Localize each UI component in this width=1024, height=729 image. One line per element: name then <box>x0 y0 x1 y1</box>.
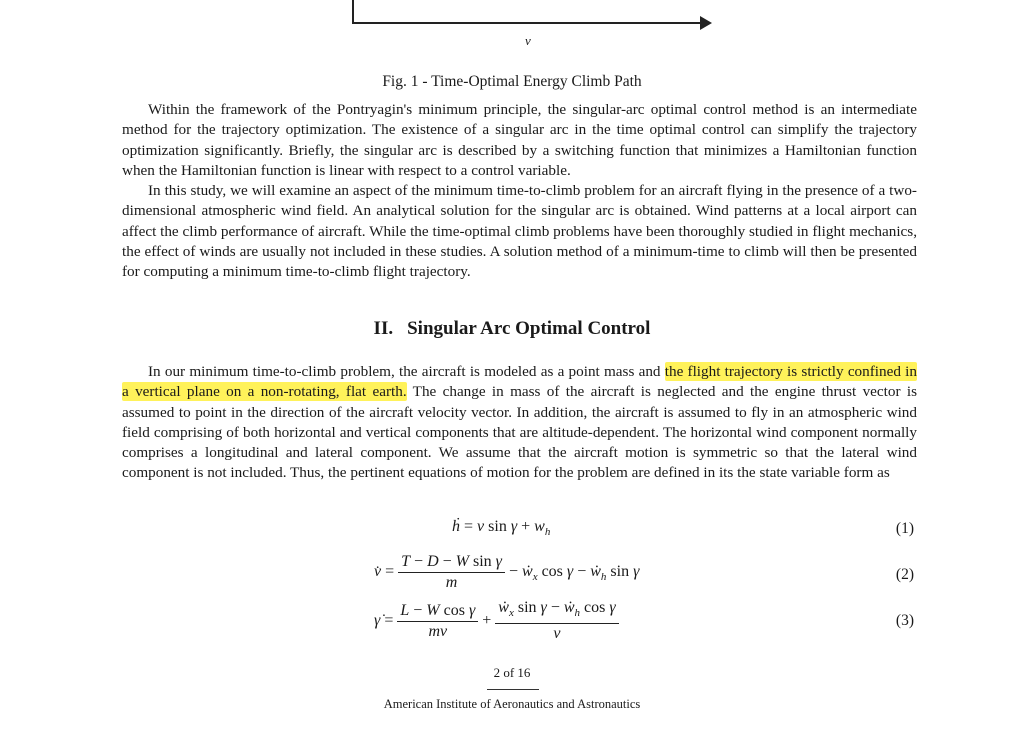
section-number: II. <box>373 318 394 339</box>
footer-rule <box>487 689 539 690</box>
equation-3-number: (3) <box>895 612 914 629</box>
intro-paragraph-1: Within the framework of the Pontryagin's minimum principle, the singular-arc optimal control method is an intermediate method for the trajectory optimization. The existence of a singular arc in the time optimal control can simplify the trajectory optimization significantly. Briefly, the singular arc is described by a switching function that minimizes a Hamiltonian function when the Hamiltonian function is linear with respect to a control variable. <box>122 101 917 179</box>
body-text-before-highlight: In our minimum time-to-climb problem, the aircraft is modeled as a point mass and <box>148 363 665 380</box>
section-heading <box>0 318 1024 340</box>
intro-text <box>122 100 917 283</box>
equation-1-number: (1) <box>895 520 914 537</box>
equation-3: γ̇ = $\frac{\text{L − W cos γ}}{mv}$ + $\frac{ẇ_x \sin \gamma - ẇ_h \cos \gamma}{v}$ <box>374 598 619 644</box>
equation-1: ḣ = v $\sin \gamma + w_h$ <box>452 518 551 539</box>
equation-2-number: (2) <box>895 566 914 583</box>
figure-axis-label: v <box>525 33 531 48</box>
figure-y-axis <box>352 0 354 24</box>
body-paragraph <box>122 362 917 484</box>
section-title: Singular Arc Optimal Control <box>407 318 651 339</box>
equation-2: v̇ = $\frac{\text{T − D − W sin γ}}{m}$ − ẇ$_x$ cos γ − ẇ$_h$ sin γ <box>374 553 640 591</box>
body-text-after-highlight: The change in mass of the aircraft is neglected and the engine thrust vector is assumed to point in the direction of the aircraft velocity vector. In addition, the aircraft is assumed to fly in an atmospheric wind field comprising of both horizontal and vertical components that are altitude-dependent. The horizontal wind component normally comprises a longitudinal and lateral component. We assume that the aircraft motion is symmetric so that the lateral wind component is not included. Thus, the pertinent equations of motion for the problem are defined in its the state variable form as <box>122 383 917 482</box>
highlighted-text: the flight trajectory is strictly confined in a vertical plane on a non-rotating, flat earth. <box>122 363 917 401</box>
figure-caption: Fig. 1 - Time-Optimal Energy Climb Path <box>382 73 642 90</box>
intro-paragraph-2: In this study, we will examine an aspect of the minimum time-to-climb problem for an aircraft flying in the presence of a two-dimensional atmospheric wind field. An analytical solution for the singular arc is obtained. Wind patterns at a local airport can affect the climb performance of aircraft. While the time-optimal climb problems have been thoroughly studied in flight mechanics, the effect of winds are usually not included in these studies. A solution method of a minimum-time to climb will then be presented for computing a minimum time-to-climb flight trajectory. <box>122 182 917 281</box>
footer-organization: American Institute of Aeronautics and Astronautics <box>383 697 641 711</box>
figure-x-axis-arrowhead <box>700 16 712 30</box>
body-text <box>122 362 917 484</box>
figure-x-axis <box>352 22 702 24</box>
page-number: 2 of 16 <box>493 665 531 680</box>
